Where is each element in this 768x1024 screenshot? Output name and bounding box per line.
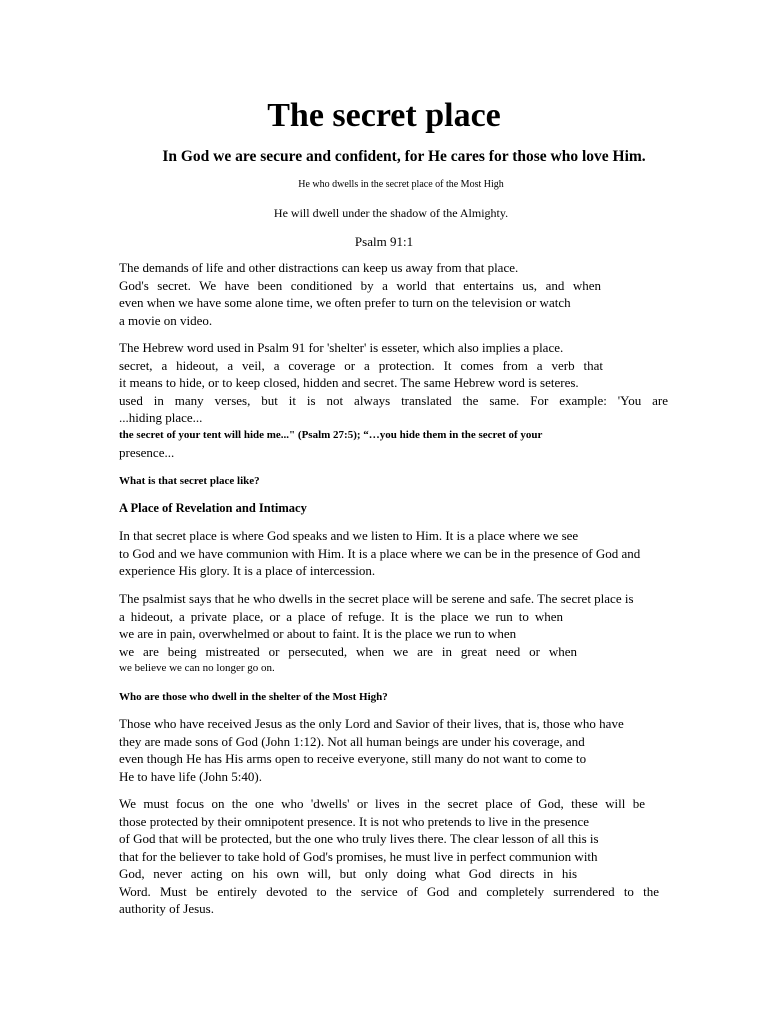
verse-reference: Psalm 91:1 <box>354 234 414 249</box>
section-heading-revelation: A Place of Revelation and Intimacy <box>119 501 307 515</box>
paragraph-distractions <box>119 259 679 329</box>
text-line: we are being mistreated or persecuted, when we are in great need or when <box>119 643 577 659</box>
text-line: We must focus on the one who 'dwells' or lives in the secret place of God, these will be <box>119 796 645 811</box>
text-line: authority of Jesus. <box>119 901 214 916</box>
text-line: even though He has His arms open to receive everyone, still many do not want to come to <box>119 751 587 766</box>
section-heading-who: Who are those who dwell in the shelter of the Most High? <box>119 691 388 703</box>
text-line: of God that will be protected, but the one who truly lives there. The clear lesson of all this is <box>119 831 599 846</box>
verse-line-2: He will dwell under the shadow of the Almighty. <box>273 206 509 220</box>
text-line: it means to hide, or to keep closed, hidden and secret. The same Hebrew word is seteres. <box>119 375 579 390</box>
text-line: used in many verses, but it is not always translated the same. For example: 'You are <box>119 392 668 408</box>
paragraph-hebrew-word <box>119 339 679 462</box>
paragraph-dwells <box>119 795 679 918</box>
text-line: He to have life (John 5:40). <box>119 768 262 784</box>
text-line: The psalmist says that he who dwells in the secret place will be serene and safe. The secret place is <box>119 591 634 606</box>
text-line: those protected by their omnipotent presence. It is not who pretends to live in the presence <box>119 813 590 829</box>
text-line: a hideout, a private place, or a place of refuge. It is the place we run to when <box>119 608 563 624</box>
text-line: secret, a hideout, a veil, a coverage or a protection. It comes from a verb that <box>119 357 603 373</box>
text-line: The demands of life and other distractions can keep us away from that place. <box>119 260 519 275</box>
text-line: even when we have some alone time, we often prefer to turn on the television or watch <box>119 295 571 310</box>
text-line: The Hebrew word used in Psalm 91 for 'shelter' is esseter, which also implies a place. <box>119 340 564 355</box>
text-line: experience His glory. It is a place of intercession. <box>119 563 376 578</box>
text-line: we are in pain, overwhelmed or about to faint. It is the place we run to when <box>119 626 517 641</box>
paragraph-received-jesus <box>119 715 679 785</box>
text-line: they are made sons of God (John 1:12). Not all human beings are under his coverage, and <box>119 733 585 749</box>
text-line: Those who have received Jesus as the only Lord and Savior of their lives, that is, those who have <box>119 716 624 731</box>
text-line: God's secret. We have been conditioned by a world that entertains us, and when <box>119 277 601 293</box>
text-line: a movie on video. <box>119 312 213 328</box>
text-line: In that secret place is where God speaks and we listen to Him. It is a place where we see <box>119 528 579 543</box>
subtitle: In God we are secure and confident, for He cares for those who love Him. <box>162 148 646 165</box>
paragraph-revelation <box>119 527 679 580</box>
paragraph-psalmist <box>119 590 679 678</box>
section-heading-what: What is that secret place like? <box>119 475 260 487</box>
text-line: Word. Must be entirely devoted to the service of God and completely surrendered to the <box>119 883 659 899</box>
page-title: The secret place <box>267 97 501 134</box>
text-line: that for the believer to take hold of God's promises, he must live in perfect communion with <box>119 848 598 864</box>
text-line: to God and we have communion with Him. It is a place where we can be in the presence of God and <box>119 545 641 561</box>
text-line: the secret of your tent will hide me..." (Psalm 27:5); “…you hide them in the secret of your <box>119 428 543 441</box>
text-line: presence... <box>119 445 175 460</box>
text-line: God, never acting on his own will, but only doing what God directs in his <box>119 866 577 881</box>
text-line: ...hiding place... <box>119 410 203 425</box>
text-line: we believe we can no longer go on. <box>119 662 275 674</box>
verse-line-1: He who dwells in the secret place of the Most High <box>298 179 504 190</box>
